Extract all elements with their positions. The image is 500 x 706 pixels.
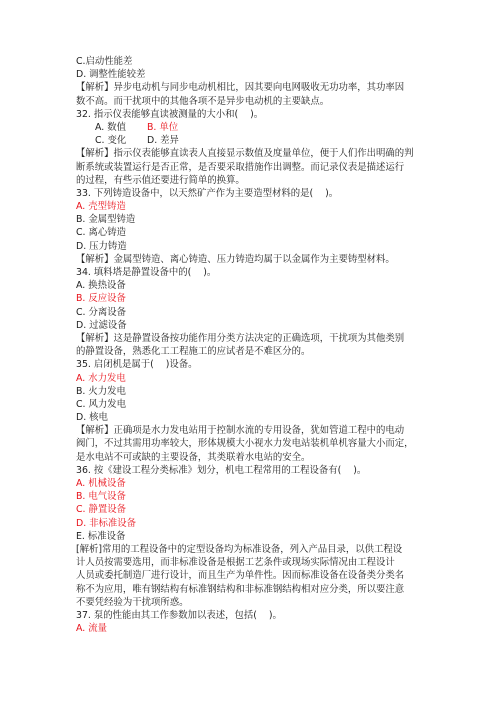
answer-option-correct: D. 非标准设备 [76, 517, 137, 529]
text-line: 人员或委托制造厂进行设计，而且生产为单件性。因而标准设备在设备类分类名 [76, 570, 405, 582]
answer-option: B. 火力发电 [76, 385, 126, 397]
answer-option-correct: B. 反应设备 [76, 293, 126, 305]
question-stem: 37. 泵的性能由其工作参数加以表述，包括( )。 [76, 609, 282, 621]
analysis-text: 【解析】这是静置设备按功能作用分类方法决定的正确选项，干扰项为其他类别 [76, 332, 405, 344]
text-line: 不要凭经验为干扰项所惑。 [76, 596, 189, 608]
question-stem: 32. 指示仪表能够直读被测量的大小和( )。 [76, 108, 264, 120]
text-line: 的过程，有些示值还要进行简单的换算。 [76, 174, 245, 186]
analysis-text: [解析]常用的工程设备中的定型设备均为标准设备，列入产品目录，以供工程设 [76, 543, 403, 555]
text-line: 数不高。而干扰项中的其他各项不是异步电动机的主要缺点。 [76, 95, 330, 107]
answer-option-correct: A. 机械设备 [76, 478, 126, 489]
question-stem: 35. 启闭机是属于( )设备。 [76, 359, 198, 371]
option-text: C. 变化 [95, 135, 127, 147]
analysis-text: 【解析】异步电动机与同步电动机相比，因其要向电网吸收无功功率，其功率因 [76, 82, 405, 94]
option-text: D. 差异 [147, 135, 179, 147]
answer-option: C. 风力发电 [76, 398, 127, 410]
text-line: 断系统或装置运行是否正常，是否要采取措施作出调整。而记录仪表是描述运行 [76, 161, 405, 173]
exam-text-body [76, 55, 460, 635]
answer-option-correct: A. 壳型铸造 [76, 201, 126, 213]
option-text: B. 单位 [147, 121, 179, 133]
analysis-text: 【解析】正确项是水力发电站用于控制水流的专用设备，犹如管道工程中的电动 [76, 425, 405, 437]
answer-option-correct: B. 电气设备 [76, 491, 126, 503]
answer-option: D. 压力铸造 [76, 240, 127, 252]
answer-option: C. 离心铸造 [76, 227, 127, 239]
question-stem: 33. 下列铸造设备中，以天然矿产作为主要造型材料的是( )。 [76, 187, 339, 199]
answer-option-correct: C. 静置设备 [76, 504, 127, 516]
text-line: 的静置设备，熟悉化工工程施工的应试者是不难区分的。 [76, 346, 311, 358]
text-line: 阀门，不过其需用功率较大，形体规模大小视水力发电站装机单机容量大小而定， [76, 438, 414, 450]
answer-option-correct: A. 流量 [76, 623, 107, 635]
answer-option: D. 过滤设备 [76, 319, 127, 331]
answer-option: D. 核电 [76, 412, 108, 424]
answer-option: A. 换热设备 [76, 280, 126, 292]
answer-option: C.启动性能差 [76, 56, 133, 67]
answer-option: C. 分离设备 [76, 306, 127, 318]
option-text: A. 数值 [95, 121, 126, 133]
text-line: 称不为应用，唯有钢结构有标准钢结构和非标准钢结构相对应分类，所以要注意 [76, 583, 405, 595]
analysis-text: 【解析】金属型铸造、离心铸造、压力铸造均属于以金属作为主要铸型材料。 [76, 253, 395, 265]
analysis-text: 【解析】指示仪表能够直读表人直接显示数值及度量单位，便于人们作出明确的判 [76, 148, 414, 160]
answer-option: B. 金属型铸造 [76, 214, 136, 226]
question-stem: 36. 按《建设工程分类标准》划分，机电工程常用的工程设备有( )。 [76, 464, 367, 476]
text-line: 是水电站不可或缺的主要设备，其类联着水电站的安全。 [76, 451, 311, 463]
option-row [76, 121, 460, 134]
option-row [76, 134, 460, 147]
text-line: 计人员按需要选用，而非标准设备是根据工艺条件或现场实际情况由工程设计 [76, 557, 395, 569]
answer-option: D. 调整性能较差 [76, 69, 146, 81]
question-stem: 34. 填料塔是静置设备中的( )。 [76, 267, 217, 278]
answer-option-correct: A. 水力发电 [76, 372, 126, 384]
answer-option: E. 标准设备 [76, 530, 126, 542]
